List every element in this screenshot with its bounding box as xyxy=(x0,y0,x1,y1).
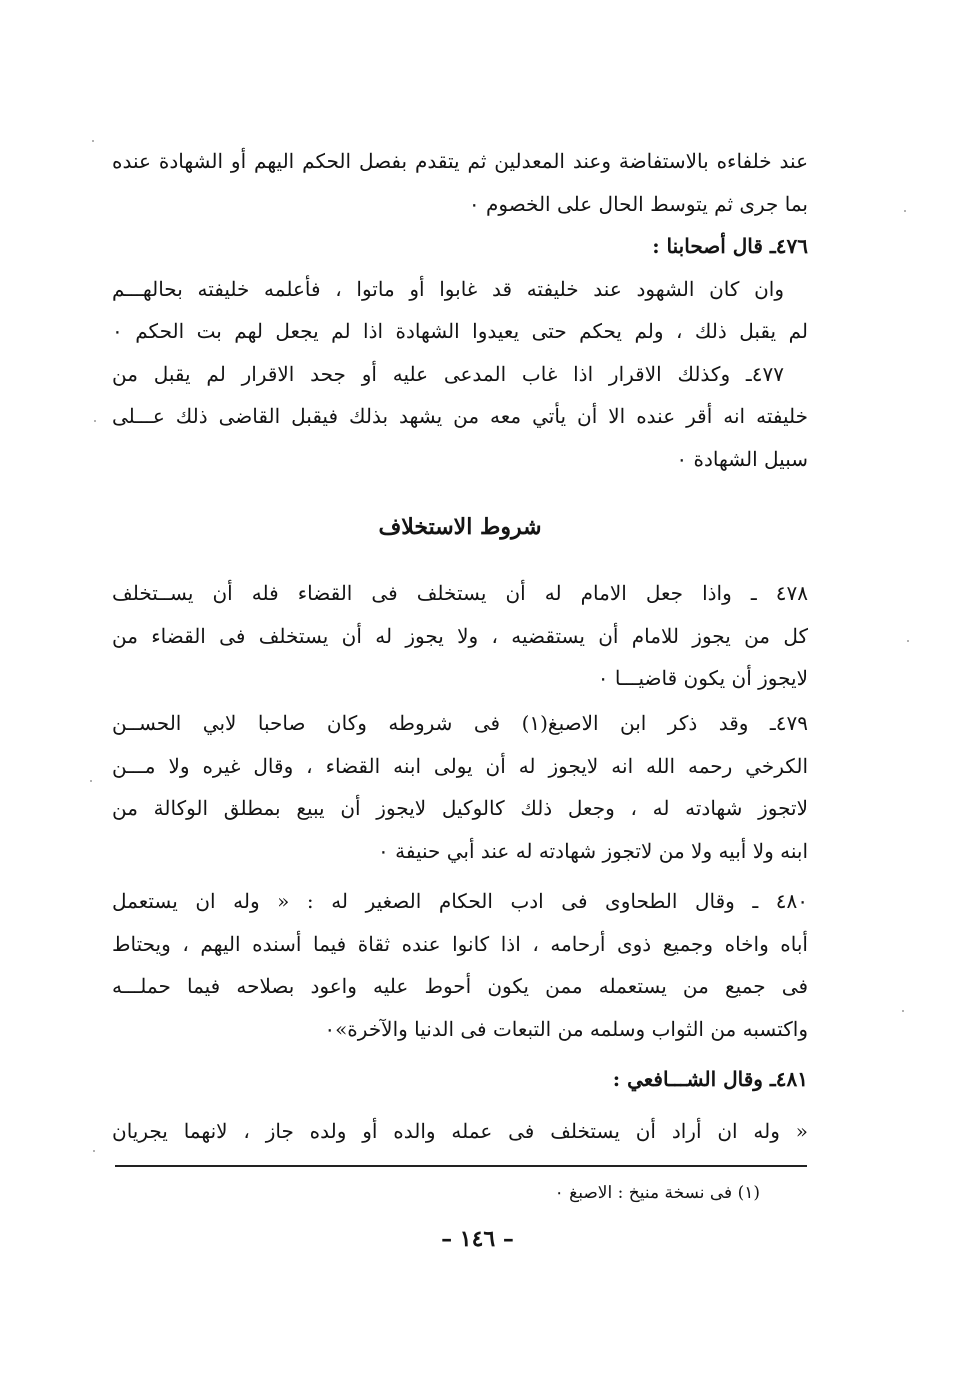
text-line: ٤٧٧ـ وكذلك الاقرار اذا غاب المدعى عليه أو جحد الاقرار لم يقبل من xyxy=(112,361,784,386)
section-heading: شروط الاستخلاف xyxy=(378,514,542,540)
scan-speck xyxy=(902,1010,904,1012)
text-line: خليفته انه أقر عنده الا أن يأتي معه من يشهد بذلك فيقبل القاضى ذلك عـــلى xyxy=(112,404,808,428)
text-line: لم يقبل ذلك ، ولم يحكم حتى يعيدوا الشهادة اذا لم يجعل لهم بت الحكم ٠ xyxy=(112,319,808,343)
paragraph-continuation xyxy=(112,140,808,480)
text-line: الكرخي رحمه الله انه لايجوز له أن يولى ابنه القضاء ، وقال غيره ولا مـــن xyxy=(112,753,808,778)
text-line: لايجوز أن يكون قاضيـــا ٠ xyxy=(597,666,808,690)
paragraph-479 xyxy=(112,702,808,872)
paragraph-480 xyxy=(112,880,808,1050)
text-line: وان كان الشهود عند خليفته قد غابوا أو ماتوا ، فأعلمه خليفته بحالهـــم xyxy=(112,276,784,301)
scan-speck xyxy=(904,210,906,212)
text-line: ٤٨٠ ـ وقال الطحاوى فى ادب الحكام الصغير له : « وله ان يستعمل xyxy=(112,889,808,913)
text-line: واكتسبه من الثواب وسلمه من التبعات فى الدنيا والآخرة»٠ xyxy=(324,1016,808,1041)
text-line: بما جرى ثم يتوسط الحال على الخصوم ٠ xyxy=(468,191,808,216)
text-line: سبيل الشهادة ٠ xyxy=(676,446,808,471)
text-line: أباه واخاه وجميع ذوى أرحامه ، اذا كانوا عنده ثقاة فيما أسنده اليهم ، ويحتاط xyxy=(112,931,808,956)
text-line: ابنه ولا أبيه ولا من لاتجوز شهادته له عند أبي حنيفة ٠ xyxy=(378,838,808,863)
text-line: « وله ان أراد أن يستخلف فى عمله والده أو ولده جاز ، لانهما يجريان xyxy=(112,1119,808,1143)
footnote: (١) فى نسخة منيخ : الاصبغ ٠ xyxy=(554,1183,760,1203)
text-line: عند خلفاءه بالاستفاضة وعند المعدلين ثم يتقدم بفصل الحكم اليهم أو الشهادة عنده xyxy=(112,149,808,173)
scan-speck xyxy=(907,640,909,642)
page-number: – ١٤٦ – xyxy=(441,1226,514,1252)
paragraph-481 xyxy=(112,1058,808,1101)
footnote-rule xyxy=(115,1165,807,1167)
text-line: لاتجوز شهادته له ، وجعل ذلك كالوكيل لايجوز أن يبيع بمطلق الوكالة من xyxy=(112,796,808,820)
paragraph-478 xyxy=(112,572,808,700)
scan-speck xyxy=(92,140,94,142)
paragraph-number-481: ٤٨١ـ وقال الشـــافعي : xyxy=(612,1067,808,1091)
scan-speck xyxy=(90,780,92,782)
scan-speck xyxy=(93,1150,95,1152)
text-line: ٤٧٩ـ وقد ذكر ابن الاصبغ(١) فى شروطه وكان صاحبا لابي الحســن xyxy=(112,711,808,735)
text-line: كل من يجوز للامام أن يستقضيه ، ولا يجوز له أن يستخلف فى القضاء من xyxy=(112,623,808,648)
scan-speck xyxy=(94,420,96,422)
paragraph-number-476: ٤٧٦ـ قال أصحابنا : xyxy=(652,234,808,258)
text-line: ٤٧٨ ـ واذا جعل الامام له أن يستخلف فى القضاء فله أن يســتخلف xyxy=(112,581,808,605)
text-line: فى جميع من يستعمله ممن يكون أحوط عليه واعود بصلاحه فيما حملـــه xyxy=(112,974,808,998)
paragraph-481-quote xyxy=(112,1110,808,1153)
